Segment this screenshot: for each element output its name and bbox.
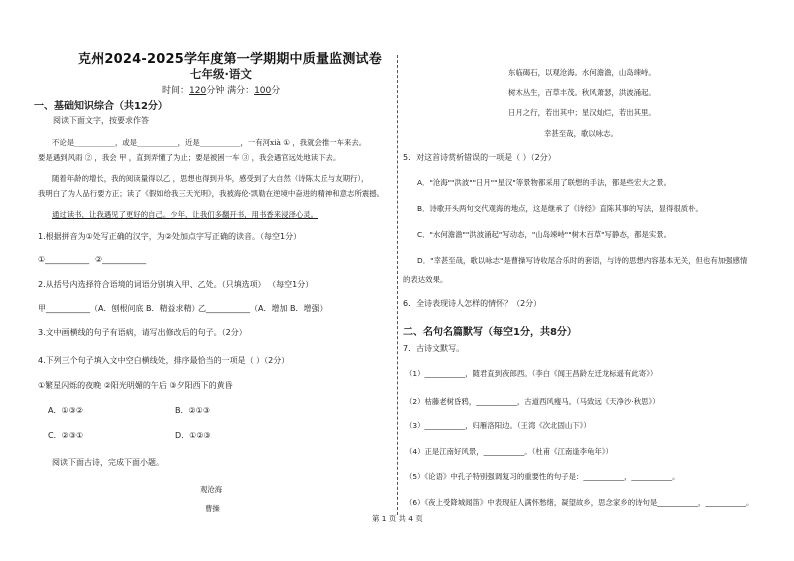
question-4-items: ①繁星闪烁的夜晚 ②阳光明媚的午后 ③夕阳西下的黄昏	[38, 381, 233, 390]
passage-line: 不论是___________，或是___________，近是___________，一有河xià ① ，我就会推一车来去。	[52, 138, 367, 147]
score-value: 100	[254, 86, 272, 96]
option-text: ①③②	[61, 406, 83, 415]
poem-line: 树木丛生，百草丰茂。秋风萧瑟，洪波涌起。	[508, 88, 656, 97]
option-c[interactable]: C．"水何澹澹""洪波涌起"写动态，"山岛竦峙""树木百草"写静态，都是实景。	[417, 230, 672, 239]
option-letter: D．	[175, 431, 190, 440]
passage-underlined-sentence: 通过读书，让我遇见了更好的自己。少年，让我们多翻开书，用书香来浸泽心灵。	[52, 210, 319, 219]
option-letter: A．	[48, 406, 62, 415]
option-c[interactable]	[48, 430, 83, 441]
page-number: 第 1 页 共 4 页	[372, 514, 423, 523]
answer-blank[interactable]: ①___________	[38, 255, 90, 264]
time-unit: 分钟 满分：	[206, 86, 255, 96]
grade-subject: 七年级·语文	[190, 67, 252, 81]
option-d-continued: 的表达效果。	[403, 275, 448, 284]
option-b[interactable]: B．诗歌开头两句交代观海的地点，这是继承了《诗经》直陈其事的写法，显得很质朴。	[417, 204, 703, 213]
option-d[interactable]: D．"幸甚至哉，歌以咏志"是曹操写诗收尾合乐时的套语，与诗的思想内容基本无关，但也有加强感情	[417, 256, 748, 265]
poem-title: 观沧海	[200, 485, 223, 494]
option-text: ①②③	[189, 431, 211, 440]
recitation-item[interactable]: （6）《夜上受降城闻笛》中表现征人满怀愁绪，凝望故乡，思念家乡的诗句是___________，___________。	[405, 498, 754, 507]
recitation-item[interactable]: （4）正是江南好风景，___________。（杜甫《江南逢李龟年》）	[405, 447, 613, 456]
option-text: ②①③	[188, 406, 211, 415]
option-b[interactable]	[175, 405, 210, 416]
answer-blank[interactable]: ②___________	[95, 255, 147, 264]
column-divider	[397, 55, 398, 515]
score-unit: 分	[271, 86, 281, 96]
option-a[interactable]	[48, 405, 83, 416]
answer-blank-yi[interactable]: 乙___________（A．增加 B．增强）	[198, 304, 328, 313]
option-a[interactable]: A．"沧海""洪波""日月""星汉"等景物都采用了联想的手法，都是些宏大之景。	[417, 178, 671, 187]
question-4: 4.下列三个句子填入文中空白横线处，排序最恰当的一项是（ ）（2分）	[38, 356, 290, 365]
exam-title: 克州2024-2025学年度第一学期期中质量监测试卷	[78, 52, 382, 67]
instruction-2: 阅读下面古诗，完成下面小题。	[52, 458, 164, 467]
passage-line: 随着年龄的增长，我的阅读量得以乙 ，思想也得到升华，感受到了大自然（诗陈太丘与友期行），	[52, 174, 369, 183]
poem-line: 幸甚至哉，歌以咏志。	[544, 129, 618, 138]
recitation-item[interactable]: （5）《论语》中孔子特别强调复习的重要性的句子是：___________，___________。	[405, 472, 680, 481]
question-1: 1.根据拼音为①处写正确的汉字，为②处加点字写正确的读音。（每空1分）	[38, 232, 302, 241]
poem-line: 日月之行，若出其中；星汉灿烂，若出其里。	[508, 108, 656, 117]
section-2-heading: 二、名句名篇默写（每空1分，共8分）	[403, 327, 577, 338]
time-value: 120	[189, 86, 207, 96]
question-5: 5．对这首诗赏析错误的一项是（ ）（2分）	[403, 153, 556, 162]
option-letter: C．	[48, 431, 62, 440]
recitation-item[interactable]: （1）___________，随君直到夜郎西。（李白《闻王昌龄左迁龙标遥有此寄》）	[405, 369, 658, 378]
time-label: 时间：	[162, 86, 190, 96]
section-1-heading: 一、基础知识综合（共12分）	[34, 101, 168, 112]
question-7: 7．古诗文默写。	[403, 344, 465, 353]
option-d[interactable]	[175, 430, 211, 441]
instruction-1: 阅读下面文字，按要求作答	[53, 116, 149, 125]
time-score-line	[162, 83, 280, 96]
poem-author: 曹操	[205, 504, 220, 513]
recitation-item[interactable]: （2）枯藤老树昏鸦，___________，古道西风瘦马。（马致远《天净沙·秋思》）	[405, 397, 660, 406]
poem-line: 东临碣石，以观沧海。水何澹澹，山岛竦峙。	[508, 68, 656, 77]
recitation-item[interactable]: （3）___________，归雁洛阳边。（王湾《次北固山下》）	[405, 421, 591, 430]
question-3: 3.文中画横线的句子有语病，请写出修改后的句子。（2分）	[38, 328, 247, 337]
question-6: 6．全诗表现诗人怎样的情怀？（2分）	[403, 299, 542, 308]
option-text: ②③①	[61, 431, 84, 440]
option-letter: B．	[175, 406, 189, 415]
answer-blank-jia[interactable]: 甲___________（A．刨根问底 B．精益求精）	[38, 304, 200, 313]
passage-line: 我明白了为人品行要方正；读了《假如给我三天光明》，我被海伦·凯勒在逆境中奋进的精神和意志所震撼。	[38, 189, 385, 198]
passage-line: 要是遇到风雨 ② ，我会 甲 ，直到弄懂了为止；要是被困一车 ③ ，我会遇官远处地读下去。	[38, 153, 341, 162]
question-2: 2.从括号内选择符合语境的词语分别填入甲、乙处。（只填选项） （每空1分）	[38, 280, 314, 289]
